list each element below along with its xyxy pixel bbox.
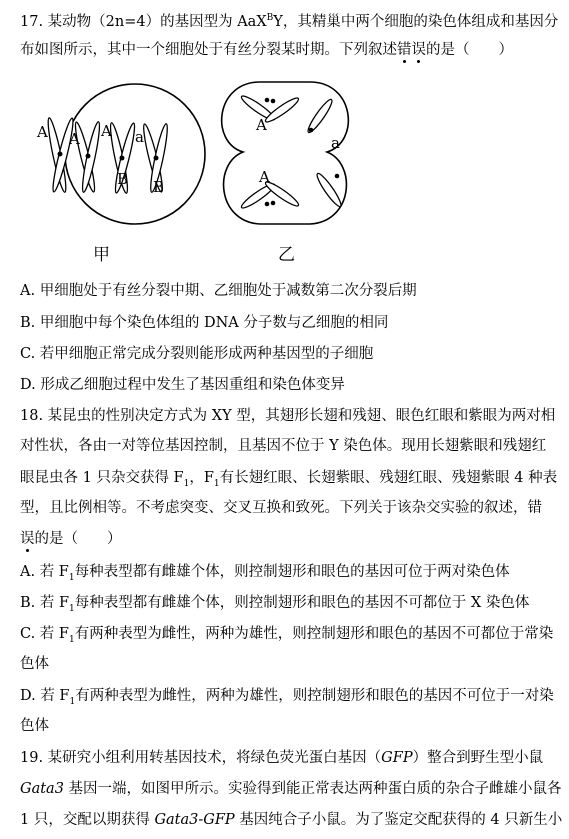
q17-option-b: B. 甲细胞中每个染色体组的 DNA 分子数与乙细胞的相同 bbox=[20, 315, 389, 331]
cell-jia-label-4: a bbox=[135, 128, 144, 146]
cell-jia-label-1: A bbox=[37, 123, 48, 141]
cell-jia-centromeres bbox=[58, 152, 159, 161]
q18-stem-line-2: 对性状，各由一对等位基因控制，且基因不位于 Y 染色体。现用长翅紫眼和残翅红 bbox=[20, 438, 547, 454]
q17-stem-line-2: 布如图所示，其中一个细胞处于有丝分裂某时期。下列叙述错误的是（ ） bbox=[20, 42, 513, 58]
q18-option-c: C. 若 $F_1$有两种表型为雌性，两种为雄性，则控制翅形和眼色的基因不可都位于常染 bbox=[20, 626, 554, 645]
q18-option-c-cont: 色体 bbox=[20, 656, 49, 672]
cell-jia-caption: 甲 bbox=[93, 245, 110, 265]
q19-stem-line-1: 19. 某研究小组利用转基因技术，将绿色荧光蛋白基因（GFP）整合到野生型小鼠 bbox=[20, 750, 544, 766]
cell-jia-label-3: A bbox=[101, 122, 112, 140]
q18-option-b: B. 若 $F_1$每种表型都有雌雄个体，则控制翅形和眼色的基因不可都位于 X 染色体 bbox=[20, 595, 530, 614]
q19-stem-line-2: Gata3 基因一端，如图甲所示。实验得到能正常表达两种蛋白质的杂合子雌雄小鼠各 bbox=[20, 781, 562, 797]
q17-option-d: D. 形成乙细胞过程中发生了基因重组和染色体变异 bbox=[20, 377, 345, 393]
q17-stem-line-1: 17. 某动物（2n=4）的基因型为 AaX$^B$Y，其精巢中两个细胞的染色体组成和基因分 bbox=[20, 13, 559, 30]
q19-stem-line-3: 1 只，交配以期获得 Gata3-GFP 基因纯合子小鼠。为了鉴定交配获得的 4 只新生小 bbox=[20, 812, 563, 828]
cell-yi-caption: 乙 bbox=[278, 245, 295, 265]
cell-jia-label-5: B bbox=[117, 170, 129, 188]
q18-option-d-cont: 色体 bbox=[20, 718, 49, 734]
q17-option-c: C. 若甲细胞正常完成分裂则能形成两种基因型的子细胞 bbox=[20, 346, 374, 362]
cell-yi-label-3: A bbox=[259, 168, 270, 186]
q18-stem-line-4: 型，且比例相等。不考虑突变、交叉互换和致死。下列关于该杂交实验的叙述，错 bbox=[20, 500, 542, 516]
q18-option-a: A. 若 $F_1$每种表型都有雌雄个体，则控制翅形和眼色的基因可位于两对染色体 bbox=[20, 564, 510, 583]
q18-stem-line-5: 误的是（ ） bbox=[20, 531, 122, 547]
cell-jia-label-2: A bbox=[69, 130, 80, 148]
q18-option-d: D. 若 $F_1$有两种表型为雌性，两种为雄性，则控制翅形和眼色的基因不可位于一对染 bbox=[20, 688, 554, 707]
q18-stem-line-3: 眼昆虫各 1 只杂交获得 $F_1$，$F_1$有长翅红眼、长翅紫眼、残翅红眼、残翅紫眼 4 种表 bbox=[20, 470, 558, 489]
cell-diagram bbox=[35, 72, 405, 272]
cell-yi-label-1: A bbox=[256, 116, 267, 134]
cell-jia-label-6: B bbox=[153, 178, 165, 196]
q17-option-a: A. 甲细胞处于有丝分裂中期、乙细胞处于减数第二次分裂后期 bbox=[20, 283, 417, 299]
q18-stem-line-1: 18. 某昆虫的性别决定方式为 XY 型，其翅形长翅和残翅、眼色红眼和紫眼为两对相 bbox=[20, 408, 556, 424]
cell-yi-label-2: a bbox=[331, 134, 340, 152]
q17-figure bbox=[35, 72, 405, 272]
